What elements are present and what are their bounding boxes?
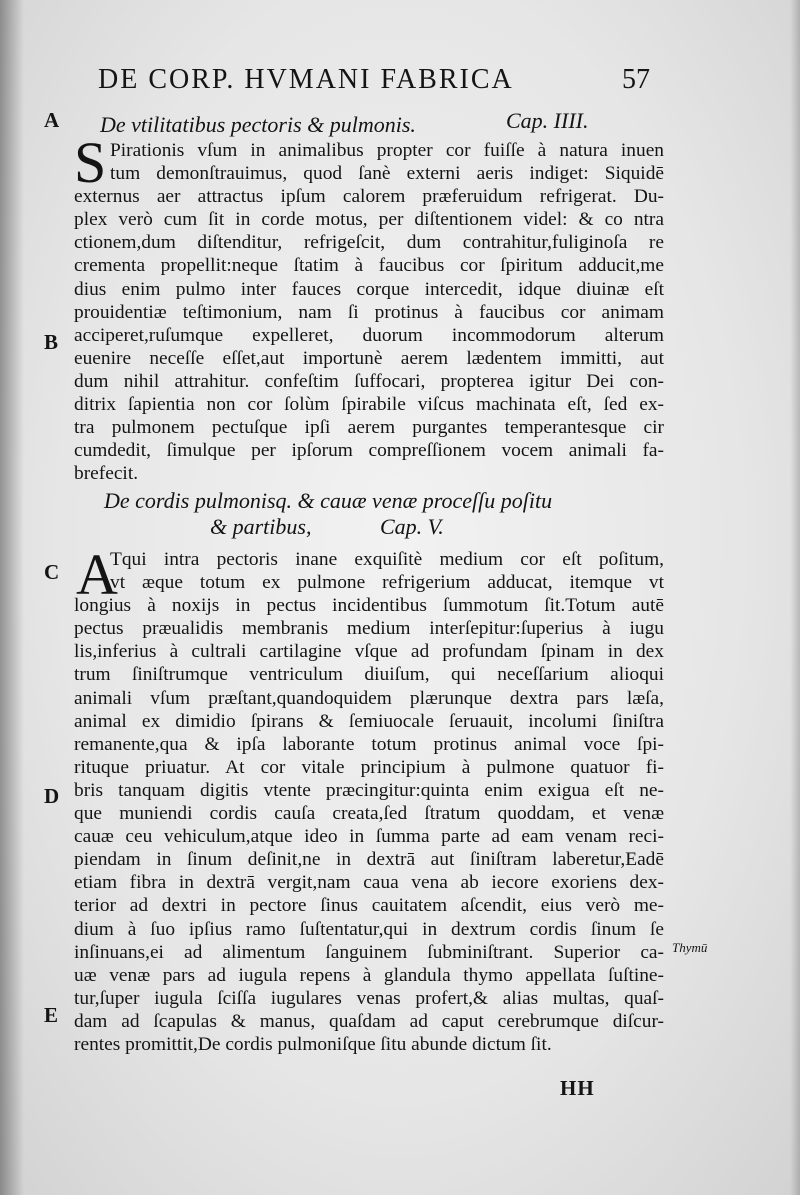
chapter-5-line: etiam fibra in dextrā vergit,nam caua vena ab iecore exoriens dex- bbox=[74, 872, 664, 894]
chapter-4-line: ctionem,dum diſtenditur, refrigeſcit, dum contrahitur,fuliginoſa re bbox=[74, 232, 664, 254]
chapter-5-line: dium à ſuo ipſius ramo ſuſtentatur,qui in dextrum cordis ſinum ſe bbox=[74, 918, 664, 940]
chapter-4-line: dum nihil attrahitur. confeſtim ſuffocari, propterea igitur Dei con- bbox=[74, 370, 664, 392]
chapter-4-line: prouidentiæ teſtimonium, nam ſi protinus à faucibus cor animam bbox=[74, 301, 664, 323]
chapter-5-line: piendam in ſinum deſinit,ne in dextrā aut ſiniſtram laberetur,Eadē bbox=[74, 849, 664, 871]
chapter-5-body bbox=[74, 542, 664, 1056]
chapter-4-line: plex verò cum ſit in corde motus, per diſtentionem videl: & co ntra bbox=[74, 209, 664, 231]
chapter-5-line: Tqui intra pectoris inane exquiſitè medium cor eſt poſitum, bbox=[110, 549, 664, 570]
chapter-5-title-line1: De cordis pulmonisq. & cauæ venæ proceſſu poſitu bbox=[104, 488, 553, 513]
chapter-5-line: animali vſum præſtant,quandoquidem plærunque dextra pars læſa, bbox=[74, 687, 664, 709]
chapter-5-line: lis,inferius à cultrali cartilagine vſque ad profundam ſpinam in dex bbox=[74, 641, 664, 663]
chapter-5-line: uæ venæ pars ad iugula repens à glandula thymo appellata ſuſtine- bbox=[74, 964, 664, 986]
chapter-5-line: tur,ſuper iugula ſciſſa iugulares venas profert,& alias multas, quaſ- bbox=[74, 987, 664, 1009]
page-number: 57 bbox=[622, 64, 650, 95]
margin-letter-e: E bbox=[44, 1003, 59, 1027]
chapter-5-line: terior ad dextri in pectore ſinus cauitatem aſcendit, eius verò me- bbox=[74, 895, 664, 917]
chapter-4-line: euenire neceſſe eſſet,aut importunè aerem lædentem immitti, aut bbox=[74, 347, 664, 369]
chapter-5-line: remanente,qua & ipſa laborante totum protinus animal voce ſpi- bbox=[74, 733, 664, 755]
chapter-5-line: trum ſiniſtrumque ventriculum diuiſum, qui neceſſarium alioqui bbox=[74, 664, 664, 686]
chapter-4-line: brefecit. bbox=[74, 463, 139, 485]
chapter-5-line: cauæ ceu vehiculum,atque ideo in ſumma parte ad eam venam reci- bbox=[74, 826, 664, 848]
chapter-5-line: bris tanquam digitis vtente præcingitur:quinta enim exigua eſt ne- bbox=[74, 779, 664, 801]
chapter-5-title-line2: & partibus, bbox=[210, 514, 312, 539]
chapter-4-line: crementa propellit:neque ſtatim à faucibus cor ſpiritum adducit,me bbox=[74, 255, 664, 277]
chapter-5-line: pectus præualidis membranis medium interſepitur:ſuperius à iugu bbox=[74, 618, 664, 640]
chapter-5-line: longius à noxijs in pectus incidentibus ſummotum ſit.Totum autē bbox=[74, 595, 664, 617]
chapter-4-body bbox=[74, 130, 664, 485]
chapter-4-line: externus aer attractus ipſum calorem præferuidum refrigerat. Du- bbox=[74, 186, 664, 208]
chapter-5-line: rituque priuatur. At cor vitale principium à pulmone quatuor fi- bbox=[74, 756, 664, 778]
signature-mark: HH bbox=[560, 1076, 595, 1100]
margin-letter-b: B bbox=[44, 330, 59, 354]
margin-letter-c: C bbox=[44, 560, 60, 584]
chapter-4-title: De vtilitatibus pectoris & pulmonis. bbox=[100, 112, 416, 137]
marginal-note: Thymū bbox=[672, 940, 708, 955]
chapter-4-line: tra pulmonem pectuſque ipſi aerem purgantes temperantesque cir bbox=[74, 417, 664, 439]
chapter-5-line: dam ad ſcapulas & manus, quaſdam ad caput cerebrumque diſcur- bbox=[74, 1010, 664, 1032]
chapter-5-line: vt æque totum ex pulmone refrigerium adducat, itemque vt bbox=[110, 572, 664, 594]
chapter-4-line: acciperet,ruſumque expelleret, duorum incommodorum alterum bbox=[74, 324, 664, 346]
chapter-4-line: tum demonſtrauimus, quod ſanè externi aeris indiget: Siquidē bbox=[110, 163, 664, 185]
chapter-4-line: Pirationis vſum in animalibus propter cor fuiſſe à natura inuen bbox=[110, 140, 664, 161]
chapter-5-number: Cap. V. bbox=[380, 514, 444, 539]
chapter-4-number: Cap. IIII. bbox=[506, 108, 589, 133]
margin-letter-a: A bbox=[44, 108, 60, 132]
chapter-4-line: ditrix ſapientia non cor ſolùm ſpirabile viſcus machinata eſt, ſed ex- bbox=[74, 394, 664, 416]
chapter-4-line: dius enim pulmo inter fauces corque intercedit, idque diuinæ eſt bbox=[74, 278, 664, 300]
chapter-5-line: animal ex dimidio ſpirans & ſemiuocale ſeruauit, incolumi ſiniſtra bbox=[74, 710, 664, 732]
chapter-4-drop-cap: S bbox=[74, 130, 107, 195]
running-head: DE CORP. HVMANI FABRICA bbox=[98, 64, 514, 95]
margin-letter-d: D bbox=[44, 784, 60, 808]
chapter-5-line: inſinuans,ei ad alimentum ſanguinem ſubminiſtrant. Superior ca- bbox=[74, 941, 664, 963]
chapter-4-line: cumdedit, ſimulque per ipſorum compreſſionem vocem animali fa- bbox=[74, 440, 664, 462]
chapter-5-line: rentes promittit,De cordis pulmoniſque ſitu abunde dictum ſit. bbox=[74, 1033, 552, 1055]
chapter-5-line: que muniendi cordis cauſa creata,ſed ſtratum quoddam, et venæ bbox=[74, 803, 664, 825]
chapter-5-drop-cap: A bbox=[76, 542, 118, 607]
